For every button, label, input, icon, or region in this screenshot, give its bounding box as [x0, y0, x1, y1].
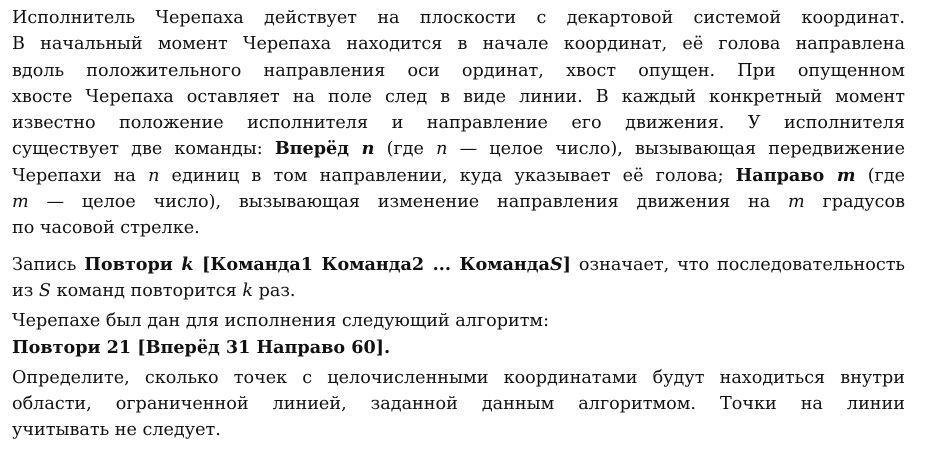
- variable: S: [38, 280, 51, 301]
- paragraph-repeat-syntax: [12, 252, 905, 305]
- text-run: (где: [374, 139, 437, 160]
- text-line: хвосте Черепаха оставляет на поле след в виде линии. В каждый конкретный момент: [12, 86, 905, 107]
- text-line: вдоль положительного направления оси ординат, хвост опущен. При опущенном: [12, 60, 905, 81]
- text-line: области, ограниченной линией, заданной данным алгоритмом. Точки на линии: [12, 394, 905, 415]
- text-run: градусов: [804, 192, 905, 213]
- text-line: [12, 136, 905, 162]
- text-run: команд повторится: [50, 280, 243, 301]
- text-run: единиц в том направлении, куда указывает её голова;: [159, 165, 736, 186]
- text-run: означает, что последовательность: [570, 254, 906, 275]
- text-line: [12, 189, 905, 215]
- text-line: Исполнитель Черепаха действует на плоскости с декартовой системой координат.: [12, 8, 905, 28]
- paragraph-algorithm: [12, 308, 905, 361]
- command-name: Повтори: [84, 253, 182, 275]
- variable: n: [436, 139, 448, 160]
- command-list: [Команда1 Команда2 ... Команда: [193, 253, 550, 275]
- algorithm-code: Повтори 21 [Вперёд 31 Направо 60].: [12, 336, 391, 358]
- text-line: [12, 278, 905, 304]
- text-line: [12, 163, 905, 189]
- text-run: Черепахи на: [12, 165, 149, 186]
- paragraph-description: [12, 5, 905, 242]
- problem-text: [12, 5, 905, 444]
- text-run: Запись: [12, 254, 85, 275]
- variable: m: [788, 192, 805, 213]
- variable: n: [148, 165, 160, 186]
- command-name: Вперёд: [274, 138, 362, 160]
- text-run: раз.: [252, 280, 296, 301]
- variable: m: [12, 192, 29, 213]
- variable: S: [549, 253, 563, 275]
- text-run: — целое число), вызывающая передвижение: [447, 139, 905, 160]
- paragraph-question: [12, 365, 905, 444]
- text-line: известно положение исполнителя и направление его движения. У исполнителя: [12, 113, 905, 134]
- command-name: Направо: [735, 164, 837, 186]
- text-line: В начальный момент Черепаха находится в начале координат, её голова направлена: [12, 34, 905, 55]
- text-run: (где: [855, 165, 906, 186]
- text-line: Определите, сколько точек с целочисленными координатами будут находиться внутри: [12, 367, 905, 388]
- text-run: из: [12, 280, 39, 301]
- text-run: существует две команды:: [12, 139, 275, 160]
- variable: m: [836, 164, 856, 186]
- variable: n: [361, 138, 375, 160]
- text-line: Черепахе был дан для исполнения следующий алгоритм:: [12, 311, 550, 332]
- text-line: по часовой стрелке.: [12, 218, 200, 239]
- command-list: ]: [562, 253, 571, 275]
- text-line: учитывать не следует.: [12, 420, 221, 441]
- variable: k: [242, 280, 253, 301]
- variable: k: [181, 253, 194, 275]
- text-line: [12, 252, 905, 278]
- text-run: — целое число), вызывающая изменение направления движения на: [28, 192, 788, 213]
